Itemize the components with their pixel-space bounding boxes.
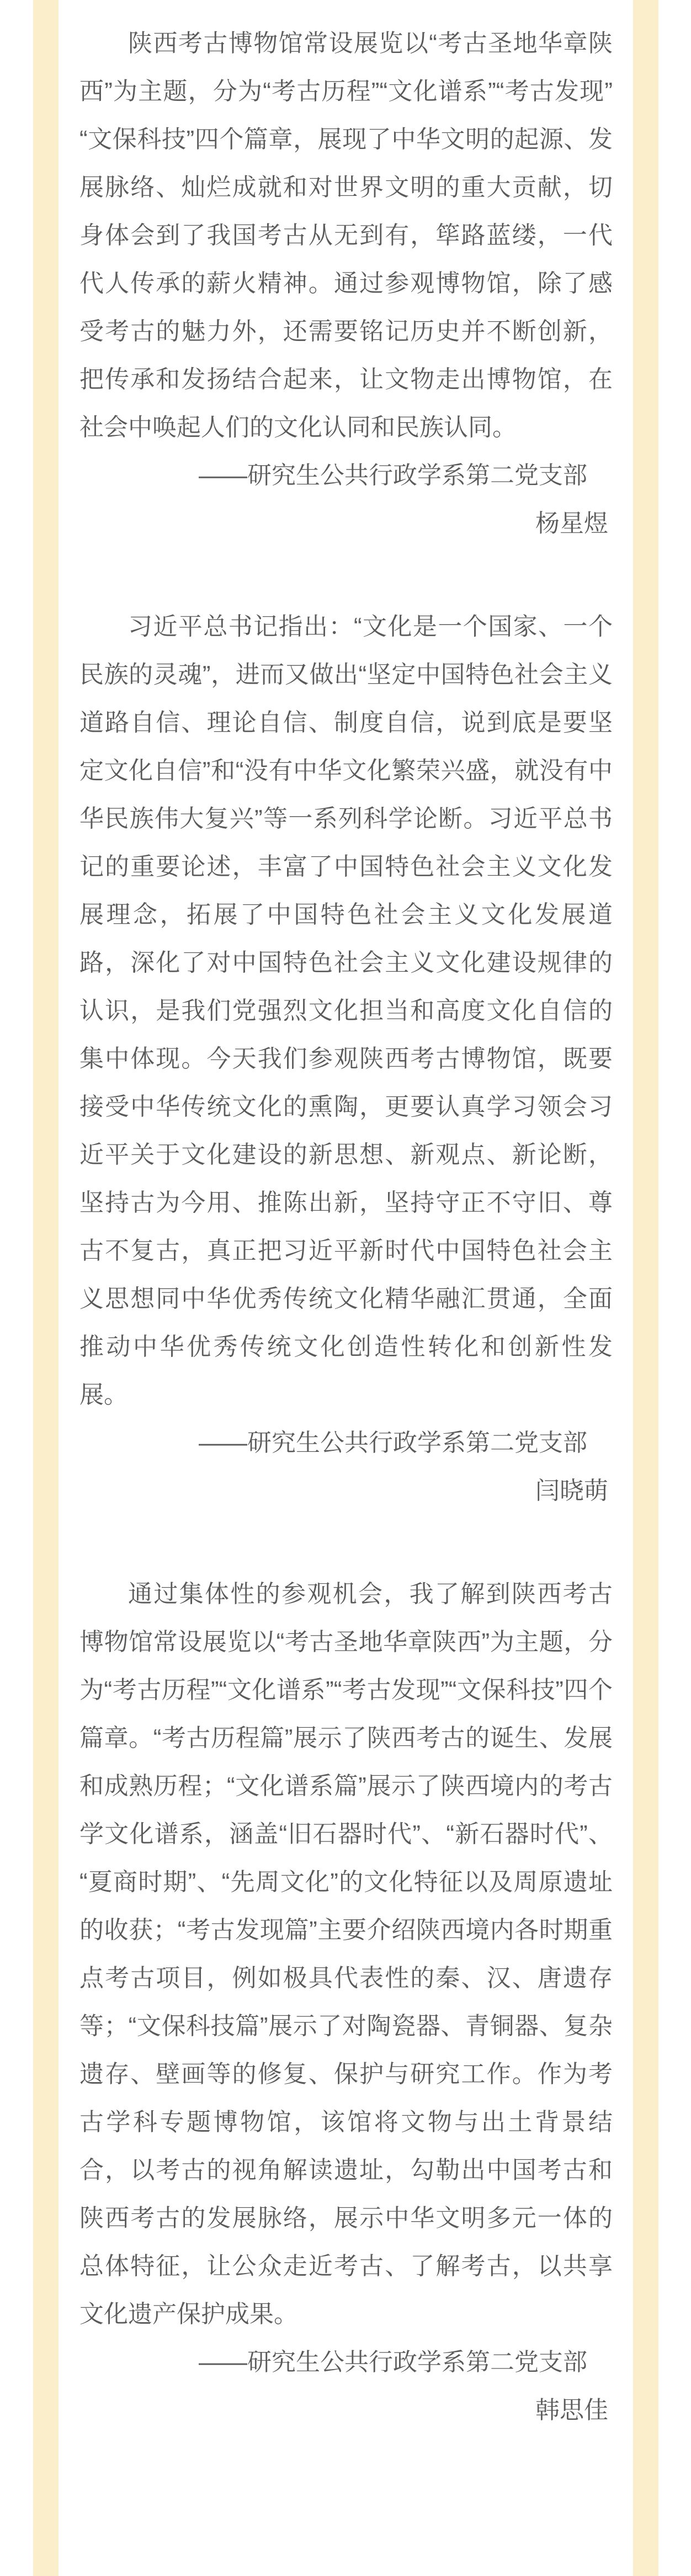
reflection-section-2: [79, 603, 613, 1515]
attribution-line: ——研究生公共行政学系第二党支部: [199, 2349, 587, 2376]
author-name: 杨星煜: [535, 510, 608, 537]
author-name: 闫晓萌: [535, 1477, 608, 1504]
attribution-line: ——研究生公共行政学系第二党支部: [199, 462, 587, 489]
reflection-section-1: [79, 19, 613, 547]
right-accent-band: [633, 0, 658, 2576]
author-name: 韩思佳: [535, 2397, 608, 2424]
reflection-paragraph: 通过集体性的参观机会，我了解到陕西考古博物馆常设展览以“考古圣地华章陕西”为主题，分为“考古历程”“文化谱系”“考古发现”“文保科技”四个篇章。“考古历程篇”展示了陕西考古的诞生、发展和成熟历程；“文化谱系篇”展示了陕西境内的考古学文化谱系，涵盖“旧石器时代”、“新石器时代”、“夏商时期”、“先周文化”的文化特征以及周原遗址的收获；“考古发现篇”主要介绍陕西境内各时期重点考古项目，例如极具代表性的秦、汉、唐遗存等；“文保科技篇”展示了对陶瓷器、青铜器、复杂遗存、壁画等的修复、保护与研究工作。作为考古学科专题博物馆，该馆将文物与出土背景结合，以考古的视角解读遗址，勾勒出中国考古和陕西考古的发展脉络，展示中华文明多元一体的总体特征，让公众走近考古、了解考古，以共享文化遗产保护成果。: [79, 1580, 613, 2328]
reflection-paragraph: 习近平总书记指出：“文化是一个国家、一个民族的灵魂”，进而又做出“坚定中国特色社会主义道路自信、理论自信、制度自信，说到底是要坚定文化自信”和“没有中华文化繁荣兴盛，就没有中华民族伟大复兴”等一系列科学论断。习近平总书记的重要论述，丰富了中国特色社会主义文化发展理念，拓展了中国特色社会主义文化发展道路，深化了对中国特色社会主义文化建设规律的认识，是我们党强烈文化担当和高度文化自信的集中体现。今天我们参观陕西考古博物馆，既要接受中华传统文化的熏陶，更要认真学习领会习近平关于文化建设的新思想、新观点、新论断，坚持古为今用、推陈出新，坚持守正不守旧、尊古不复古，真正把习近平新时代中国特色社会主义思想同中华优秀传统文化精华融汇贯通，全面推动中华优秀传统文化创造性转化和创新性发展。: [79, 613, 613, 1408]
article-content: [59, 0, 634, 2445]
reflection-paragraph: 陕西考古博物馆常设展览以“考古圣地华章陕西”为主题，分为“考古历程”“文化谱系”“考古发现”“文保科技”四个篇章，展现了中华文明的起源、发展脉络、灿烂成就和对世界文明的重大贡献，切身体会到了我国考古从无到有，筚路蓝缕，一代代人传承的薪火精神。通过参观博物馆，除了感受考古的魅力外，还需要铭记历史并不断创新，把传承和发扬结合起来，让文物走出博物馆，在社会中唤起人们的文化认同和民族认同。: [79, 30, 613, 441]
attribution-line: ——研究生公共行政学系第二党支部: [199, 1429, 587, 1456]
left-accent-band: [33, 0, 59, 2576]
reflection-section-3: [79, 1570, 613, 2434]
